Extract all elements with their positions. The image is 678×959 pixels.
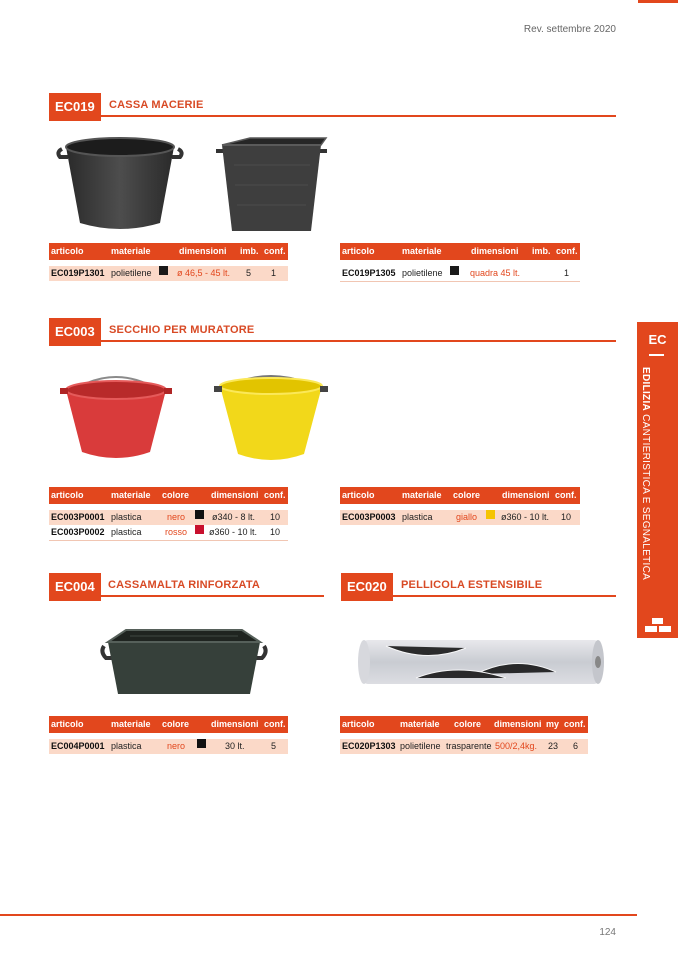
section-code: EC020 [341,573,393,601]
col-materiale: materiale [111,490,151,500]
table-header [49,487,288,504]
section-title: SECCHIO PER MURATORE [109,324,255,336]
cell-conf: 10 [270,527,281,537]
cell-conf: 5 [271,741,277,751]
cell-articolo: EC019P1305 [342,268,396,278]
section-rule [49,340,616,342]
cell-colore: giallo [456,512,478,522]
color-swatch [197,739,206,748]
revision-label: Rev. settembre 2020 [523,24,616,35]
col-articolo: articolo [342,719,375,729]
col-my: my [546,719,560,729]
col-conf: conf. [264,246,286,256]
cell-conf: 6 [573,741,579,751]
col-dimensioni: dimensioni [502,490,550,500]
cell-articolo: EC003P0003 [342,512,396,522]
section-header-ec020 [341,573,616,601]
side-tab-category-rest: CANTIERISTICA E SEGNALETICA [640,411,651,581]
color-swatch [159,266,168,275]
cell-materiale: plastica [111,741,142,751]
col-dimensioni: dimensioni [494,719,542,729]
col-dimensioni: dimensioni [179,246,227,256]
side-tab-code: EC [648,332,667,347]
table-header [340,487,580,504]
table-row [49,525,288,541]
cell-dimensioni: 30 lt. [225,741,245,751]
cell-conf: 10 [561,512,572,522]
red-bucket-image [58,368,174,462]
col-articolo: articolo [342,246,375,256]
table-header [340,243,580,260]
col-materiale: materiale [402,246,442,256]
col-conf: conf. [264,490,286,500]
cell-materiale: plastica [111,512,142,522]
cell-articolo: EC004P0001 [51,741,105,751]
table-row [49,739,288,754]
cell-materiale: polietilene [400,741,441,751]
col-colore: colore [453,490,481,500]
section-rule [49,115,616,117]
color-swatch [486,510,495,519]
cell-conf: 10 [270,512,281,522]
side-tab-category-bold: EDILIZIA [640,367,651,412]
section-header-ec004 [49,573,324,601]
table-header [49,243,288,260]
color-swatch [195,510,204,519]
cell-imb: 5 [246,268,252,278]
col-materiale: materiale [402,490,442,500]
square-debris-tub-image [214,135,329,235]
section-code: EC019 [49,93,101,121]
table-ec003-left [49,487,288,541]
side-tab-divider [649,354,664,356]
col-dimensioni: dimensioni [471,246,519,256]
table-ec004 [49,716,288,754]
section-title: PELLICOLA ESTENSIBILE [401,579,543,591]
col-conf: conf. [564,719,586,729]
col-articolo: articolo [51,490,84,500]
section-header-ec019 [49,93,616,121]
section-rule [341,595,616,597]
col-dimensioni: dimensioni [211,719,259,729]
col-imb: imb. [240,246,259,256]
cell-articolo: EC020P1303 [342,741,396,751]
cell-materiale: polietilene [111,268,152,278]
yellow-bucket-image [214,372,328,464]
table-row [340,510,580,525]
col-articolo: articolo [342,490,375,500]
section-title: CASSA MACERIE [109,99,204,111]
col-dimensioni: dimensioni [211,490,259,500]
cell-dimensioni: ø360 - 10 lt. [209,527,258,537]
col-materiale: materiale [111,719,151,729]
cell-colore: nero [167,512,186,522]
mortar-tub-image [100,626,268,698]
cell-colore: nero [167,741,186,751]
table-ec003-right [340,487,580,525]
table-row [340,739,588,754]
table-row [340,266,580,282]
cell-conf: 1 [564,268,570,278]
cell-dimensioni: ø340 - 8 lt. [212,512,256,522]
section-header-ec003 [49,318,616,346]
section-title: CASSAMALTA RINFORZATA [108,579,261,591]
col-conf: conf. [264,719,286,729]
col-colore: colore [162,719,190,729]
table-ec019-round [49,243,288,281]
bricks-icon [645,618,671,632]
table-row [49,266,288,281]
col-imb: imb. [532,246,551,256]
color-swatch [450,266,459,275]
top-edge-mark [638,0,678,3]
cell-dimensioni: 500/2,4kg. [495,741,538,751]
cell-dimensioni: ø 46,5 - 45 lt. [177,268,231,278]
cell-my: 23 [548,741,559,751]
col-colore: colore [162,490,190,500]
col-colore: colore [454,719,482,729]
cell-dimensioni: quadra 45 lt. [470,268,521,278]
col-conf: conf. [555,490,577,500]
side-tab-category [640,367,651,580]
cell-dimensioni: ø360 - 10 lt. [501,512,550,522]
section-code: EC004 [49,573,101,601]
col-articolo: articolo [51,719,84,729]
cell-conf: 1 [271,268,277,278]
col-articolo: articolo [51,246,84,256]
col-materiale: materiale [111,246,151,256]
cell-materiale: plastica [402,512,433,522]
color-swatch [195,525,204,534]
cell-articolo: EC003P0001 [51,512,105,522]
cell-colore: rosso [165,527,188,537]
table-ec019-square [340,243,580,282]
cell-articolo: EC019P1301 [51,268,105,278]
stretch-film-roll-image [356,634,610,690]
cell-materiale: plastica [111,527,142,537]
cell-articolo: EC003P0002 [51,527,105,537]
col-materiale: materiale [400,719,440,729]
round-debris-tub-image [56,135,184,235]
footer-rule [0,914,637,916]
table-header [340,716,588,733]
category-side-tab [637,322,678,638]
page-number: 124 [599,927,616,938]
cell-colore: trasparente [446,741,492,751]
table-ec020 [340,716,588,754]
cell-materiale: polietilene [402,268,443,278]
section-code: EC003 [49,318,101,346]
col-conf: conf. [556,246,578,256]
table-row [49,510,288,525]
section-rule [49,595,324,597]
table-header [49,716,288,733]
